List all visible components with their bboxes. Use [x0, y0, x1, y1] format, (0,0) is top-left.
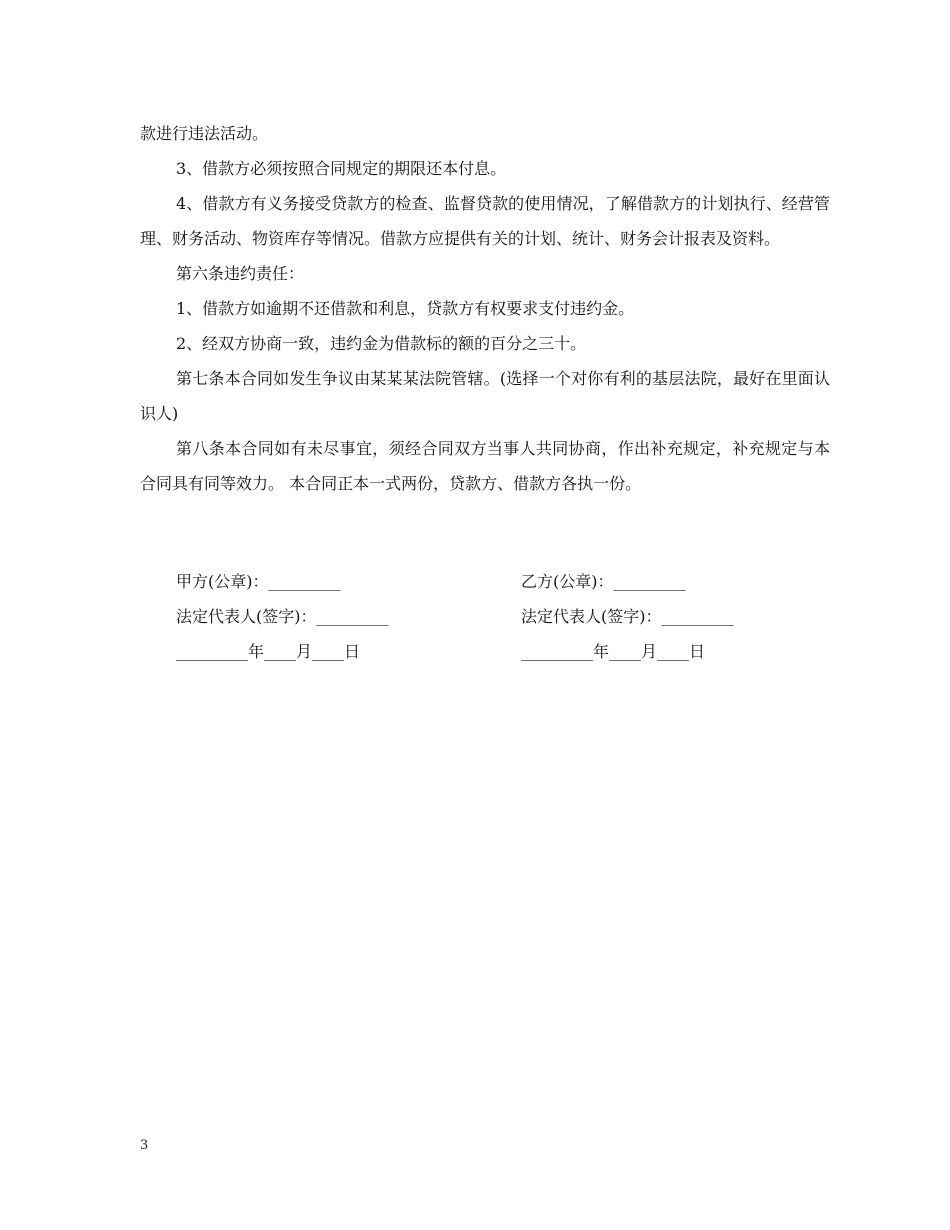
party-b-representative-field: 法定代表人(签字)：_________ — [521, 607, 734, 626]
contract-body — [140, 116, 830, 501]
signature-row-representative — [176, 599, 836, 634]
paragraph-clause-3: 3、借款方必须按照合同规定的期限还本付息。 — [176, 159, 507, 178]
signature-block — [176, 564, 836, 669]
party-a-date-field: _________年____月____日 — [176, 642, 361, 661]
party-b-seal-field: 乙方(公章)：_________ — [521, 572, 686, 591]
page-number: 3 — [140, 1138, 149, 1153]
paragraph-article-8: 第八条本合同如有未尽事宜，须经合同双方当事人共同协商，作出补充规定，补充规定与本合同具有同等效力。 本合同正本一式两份，贷款方、借款方各执一份。 — [140, 439, 830, 493]
party-a-representative-field: 法定代表人(签字)：_________ — [176, 607, 389, 626]
paragraph-article-6-item-2: 2、经双方协商一致，违约金为借款标的额的百分之三十。 — [176, 334, 587, 353]
paragraph-clause-4: 4、借款方有义务接受贷款方的检查、监督贷款的使用情况，了解借款方的计划执行、经营管理、财务活动、物资库存等情况。借款方应提供有关的计划、统计、财务会计报表及资料。 — [140, 194, 830, 248]
signature-row-seal — [176, 564, 836, 599]
article-6-heading: 第六条违约责任： — [176, 264, 305, 283]
signature-row-date — [176, 634, 836, 669]
paragraph-continuation: 款进行违法活动。 — [140, 124, 269, 143]
paragraph-article-7: 第七条本合同如发生争议由某某某法院管辖。(选择一个对你有利的基层法院，最好在里面认识人) — [140, 369, 830, 423]
paragraph-article-6-item-1: 1、借款方如逾期不还借款和利息，贷款方有权要求支付违约金。 — [176, 299, 635, 318]
party-b-date-field: _________年____月____日 — [521, 642, 706, 661]
party-a-seal-field: 甲方(公章)：_________ — [176, 572, 341, 591]
